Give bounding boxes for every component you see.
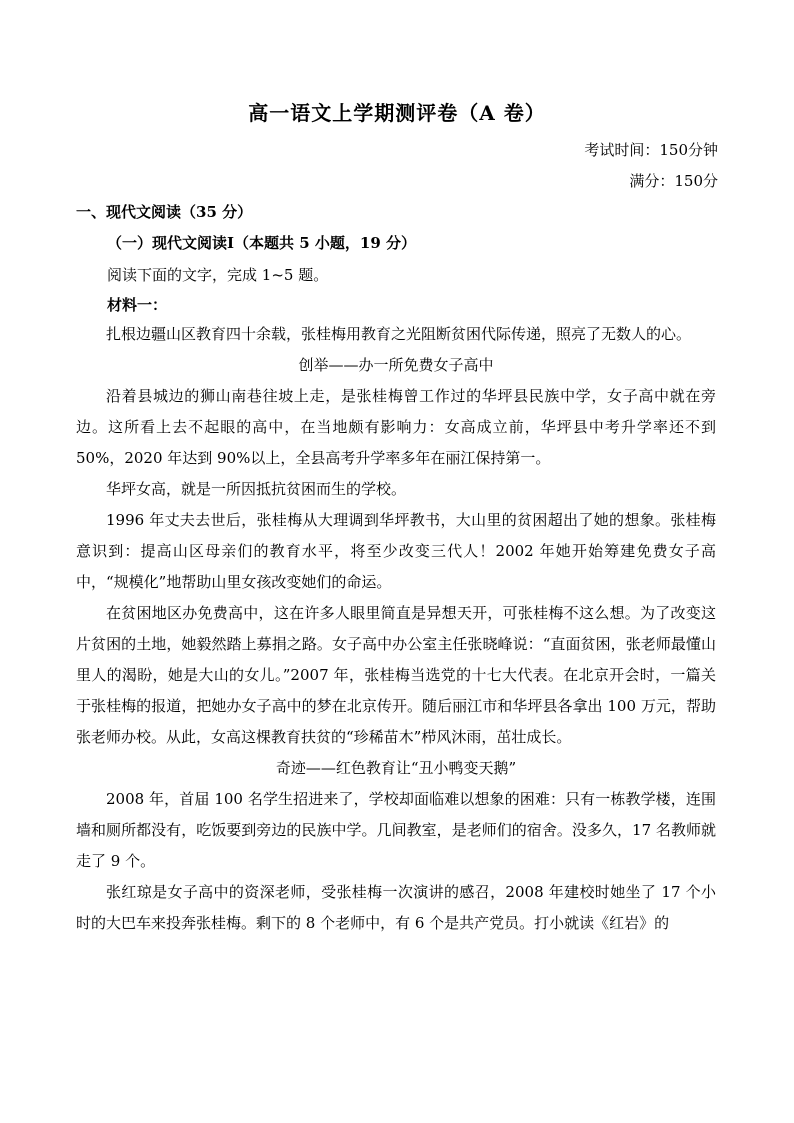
article-body xyxy=(76,319,716,939)
material-label: 材料一： xyxy=(107,296,168,314)
paragraph: 张红琼是女子高中的资深老师，受张桂梅一次演讲的感召，2008 年建校时她坐了 17 个小时的大巴车来投奔张桂梅。剩下的 8 个老师中，有 6 个是共产党员。打小就读《红岩》的 xyxy=(76,883,716,932)
article-subheading: 创举——办一所免费女子高中 xyxy=(298,356,494,374)
full-score: 满分：150分 xyxy=(629,172,718,190)
page-title: 高一语文上学期测评卷（A 卷） xyxy=(248,101,546,125)
paragraph: 2008 年，首届 100 名学生招进来了，学校却面临难以想象的困难：只有一栋教学楼，连围墙和厕所都没有，吃饭要到旁边的民族中学。几间教室，是老师们的宿舍。没多久，17 名教师就走了 9 个。 xyxy=(76,790,716,870)
article-subheading: 奇迹——红色教育让“丑小鸭变天鹅” xyxy=(275,759,517,777)
paragraph: 扎根边疆山区教育四十余载，张桂梅用教育之光阻断贫困代际传递，照亮了无数人的心。 xyxy=(106,325,692,343)
instruction-text: 阅读下面的文字，完成 1~5 题。 xyxy=(107,266,329,284)
exam-time: 考试时间：150分钟 xyxy=(584,141,718,159)
subsection-heading: （一）现代文阅读Ⅰ（本题共 5 小题，19 分） xyxy=(107,234,416,252)
paragraph: 在贫困地区办免费高中，这在许多人眼里简直是异想天开，可张桂梅不这么想。为了改变这片贫困的土地，她毅然踏上募捐之路。女子高中办公室主任张晓峰说：“直面贫困，张老师最懂山里人的渴盼，她是大山的女儿。”2007 年，张桂梅当选党的十七大代表。在北京开会时，一篇关于张桂梅的报道，把她办女子高中的梦在北京传开。随后丽江市和华坪县各拿出 100 万元，帮助张老师办校。从此，女高这棵教育扶贫的“珍稀苗木”栉风沐雨，茁壮成长。 xyxy=(76,604,716,746)
paragraph: 华坪女高，就是一所因抵抗贫困而生的学校。 xyxy=(106,480,407,498)
paragraph: 1996 年丈夫去世后，张桂梅从大理调到华坪教书，大山里的贫困超出了她的想象。张桂梅意识到：提高山区母亲们的教育水平，将至少改变三代人！2002 年她开始筹建免费女子高中，“规模化”地帮助山里女孩改变她们的命运。 xyxy=(76,511,716,591)
section-heading: 一、现代文阅读（35 分） xyxy=(76,203,253,221)
paragraph: 沿着县城边的狮山南巷往坡上走，是张桂梅曾工作过的华坪县民族中学，女子高中就在旁边。这所看上去不起眼的高中，在当地颇有影响力：女高成立前，华坪县中考升学率还不到 50%，2020 年达到 90%以上，全县高考升学率多年在丽江保持第一。 xyxy=(76,387,716,467)
